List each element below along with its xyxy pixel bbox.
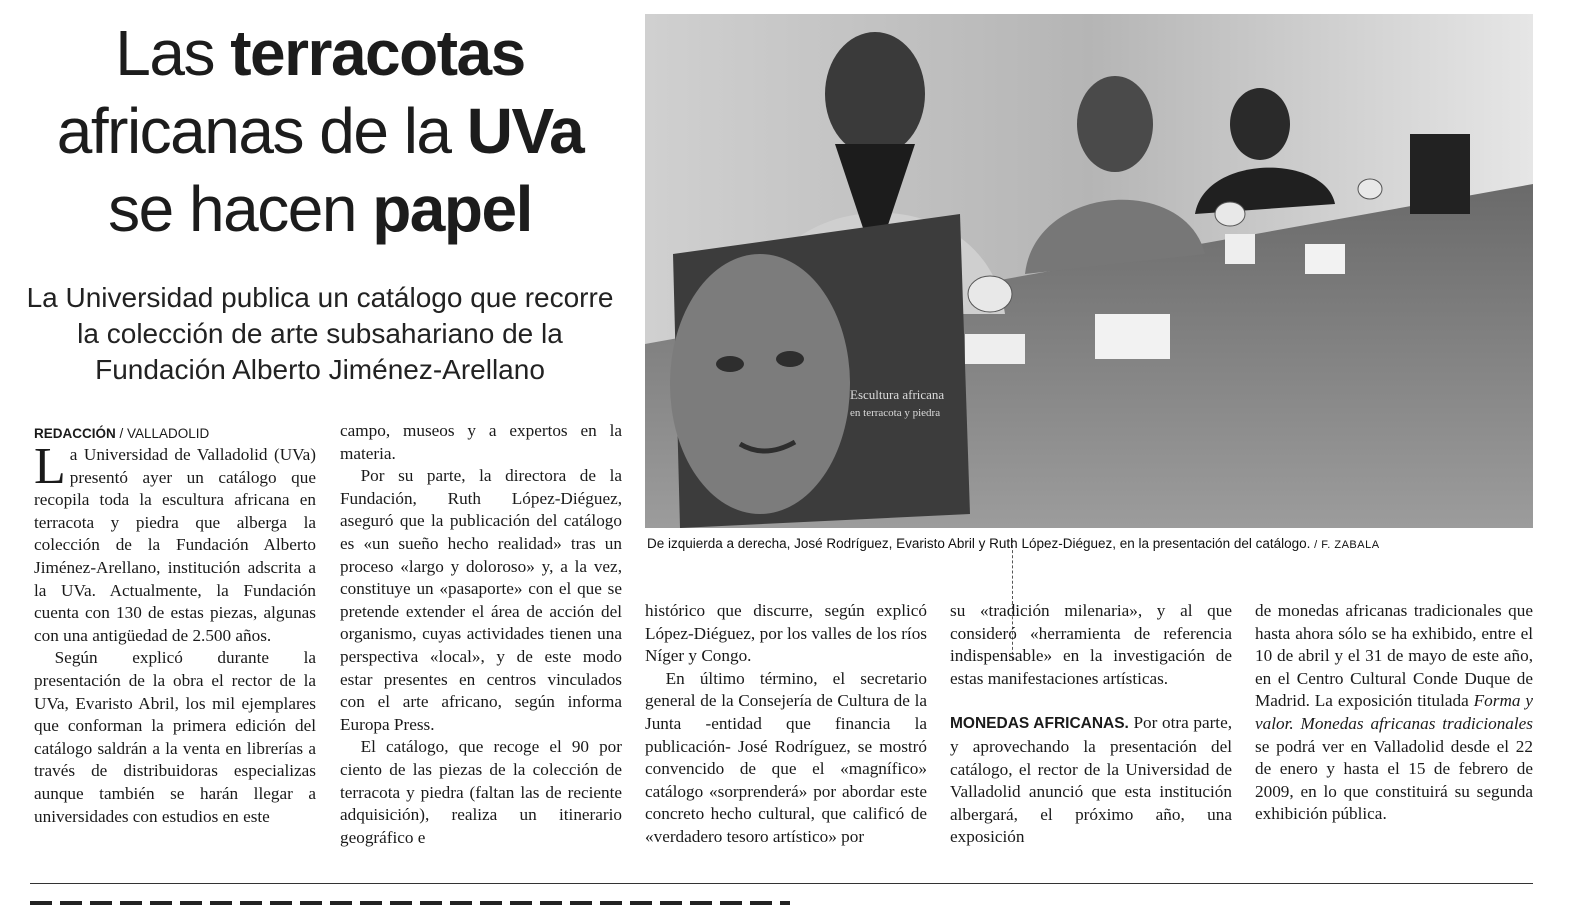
column-5 (1255, 600, 1533, 826)
column-1 (34, 424, 316, 828)
photo-credit: / F. ZABALA (1314, 539, 1380, 551)
news-photo (645, 14, 1533, 528)
catalog-book (670, 214, 970, 528)
paragraph-3: Por su parte, la directora de la Fundación, Ruth López-Diéguez, aseguró que la publicación del catálogo es «un sueño hecho realidad» tras un proceso «largo y doloroso» y, a la vez, constituye un «pasaporte» con el que se pretende extender el área de acción del organismo, cuyas actividades tienen una perspectiva «local», y de este modo estar presentes en centros vinculados con el arte africano, según informa Europa Press. (340, 466, 622, 734)
column-3 (645, 600, 927, 849)
bottom-rule (30, 883, 1533, 884)
column-2 (340, 420, 622, 849)
paragraph-2-cont: campo, museos y a expertos en la materia. (340, 421, 622, 463)
paragraph-6-cont: de monedas africanas tradicionales que hasta ahora sólo se ha exhibido, entre el 10 de abril y el 31 de mayo de este año, en el Centro Cultural Conde Duque de Madrid. La exposición titulada Forma y valor. Monedas africanas tradicionales se podrá ver en Valladolid desde el 22 de enero y hasta el 15 de febrero de 2009, en lo que constituirá su segunda exhibición pública. (1255, 601, 1533, 824)
book-title-2: en terracota y piedra (850, 407, 941, 419)
book-standing (1410, 134, 1470, 214)
photo-caption (647, 536, 1533, 551)
paragraph-6: MONEDAS AFRICANAS. Por otra parte, y aprovechando la presentación del catálogo, el rector de la Universidad de Valladolid anunció que esta institución albergará, el próximo año, una exposición (950, 713, 1232, 847)
caption-text: De izquierda a derecha, José Rodríguez, Evaristo Abril y Ruth López-Diéguez, en la presentación del catálogo. (647, 536, 1311, 551)
column-4 (950, 600, 1232, 849)
paragraph-1: La Universidad de Valladolid (UVa) presentó ayer un catálogo que recopila toda la escultura africana en terracota y piedra que alberga la colección de la Fundación Alberto Jiménez-Arellano, institución adscrita a la UVa. Actualmente, la Fundación cuenta con 130 de estas piezas, algunas con una antigüedad de 2.500 años. (34, 438, 316, 645)
paragraph-4: El catálogo, que recoge el 90 por ciento de las piezas de la colección de terracota y piedra (faltan las de reciente adquisición), realiza un itinerario geográfico e (340, 737, 622, 847)
book-title-1: Escultura africana (850, 387, 945, 402)
headline-line-3: se hacen papel (108, 173, 532, 245)
paragraph-4-cont: histórico que discurre, según explicó López-Diéguez, por los valles de los ríos Níger y Congo. (645, 601, 927, 666)
dashed-rule (30, 901, 790, 905)
subheadline: La Universidad publica un catálogo que recorre la colección de arte subsahariano de la Fundación Alberto Jiménez-Arellano (26, 282, 614, 385)
paragraph-5-cont: su «tradición milenaria», y al que consideró «herramienta de referencia indispensable» en la investigación de estas manifestaciones artísticas. (950, 601, 1232, 688)
byline: REDACCIÓN / VALLADOLID (34, 426, 210, 441)
headline-line-2: africanas de la UVa (56, 95, 584, 167)
headline-line-1: Las terracotas (115, 17, 525, 89)
paragraph-2: Según explicó durante la presentación de la obra el rector de la UVa, Evaristo Abril, los mil ejemplares que conforman la primera edición del catálogo saldrán a la venta en librerías a través de distribuidoras especializas aunque también se harán llegar a universidades con estudios en este (34, 648, 316, 826)
headline (20, 14, 620, 248)
dropcap: L (34, 438, 66, 495)
section-heading: MONEDAS AFRICANAS. (950, 715, 1129, 733)
paragraph-5: En último término, el secretario general de la Consejería de Cultura de la Junta -entidad que financia la publicación- José Rodríguez, se mostró convencido de que el «magnífico» catálogo «sorprenderá» por abordar este concreto hecho cultural, que calificó de «verdadero tesoro artístico» por (645, 668, 927, 846)
